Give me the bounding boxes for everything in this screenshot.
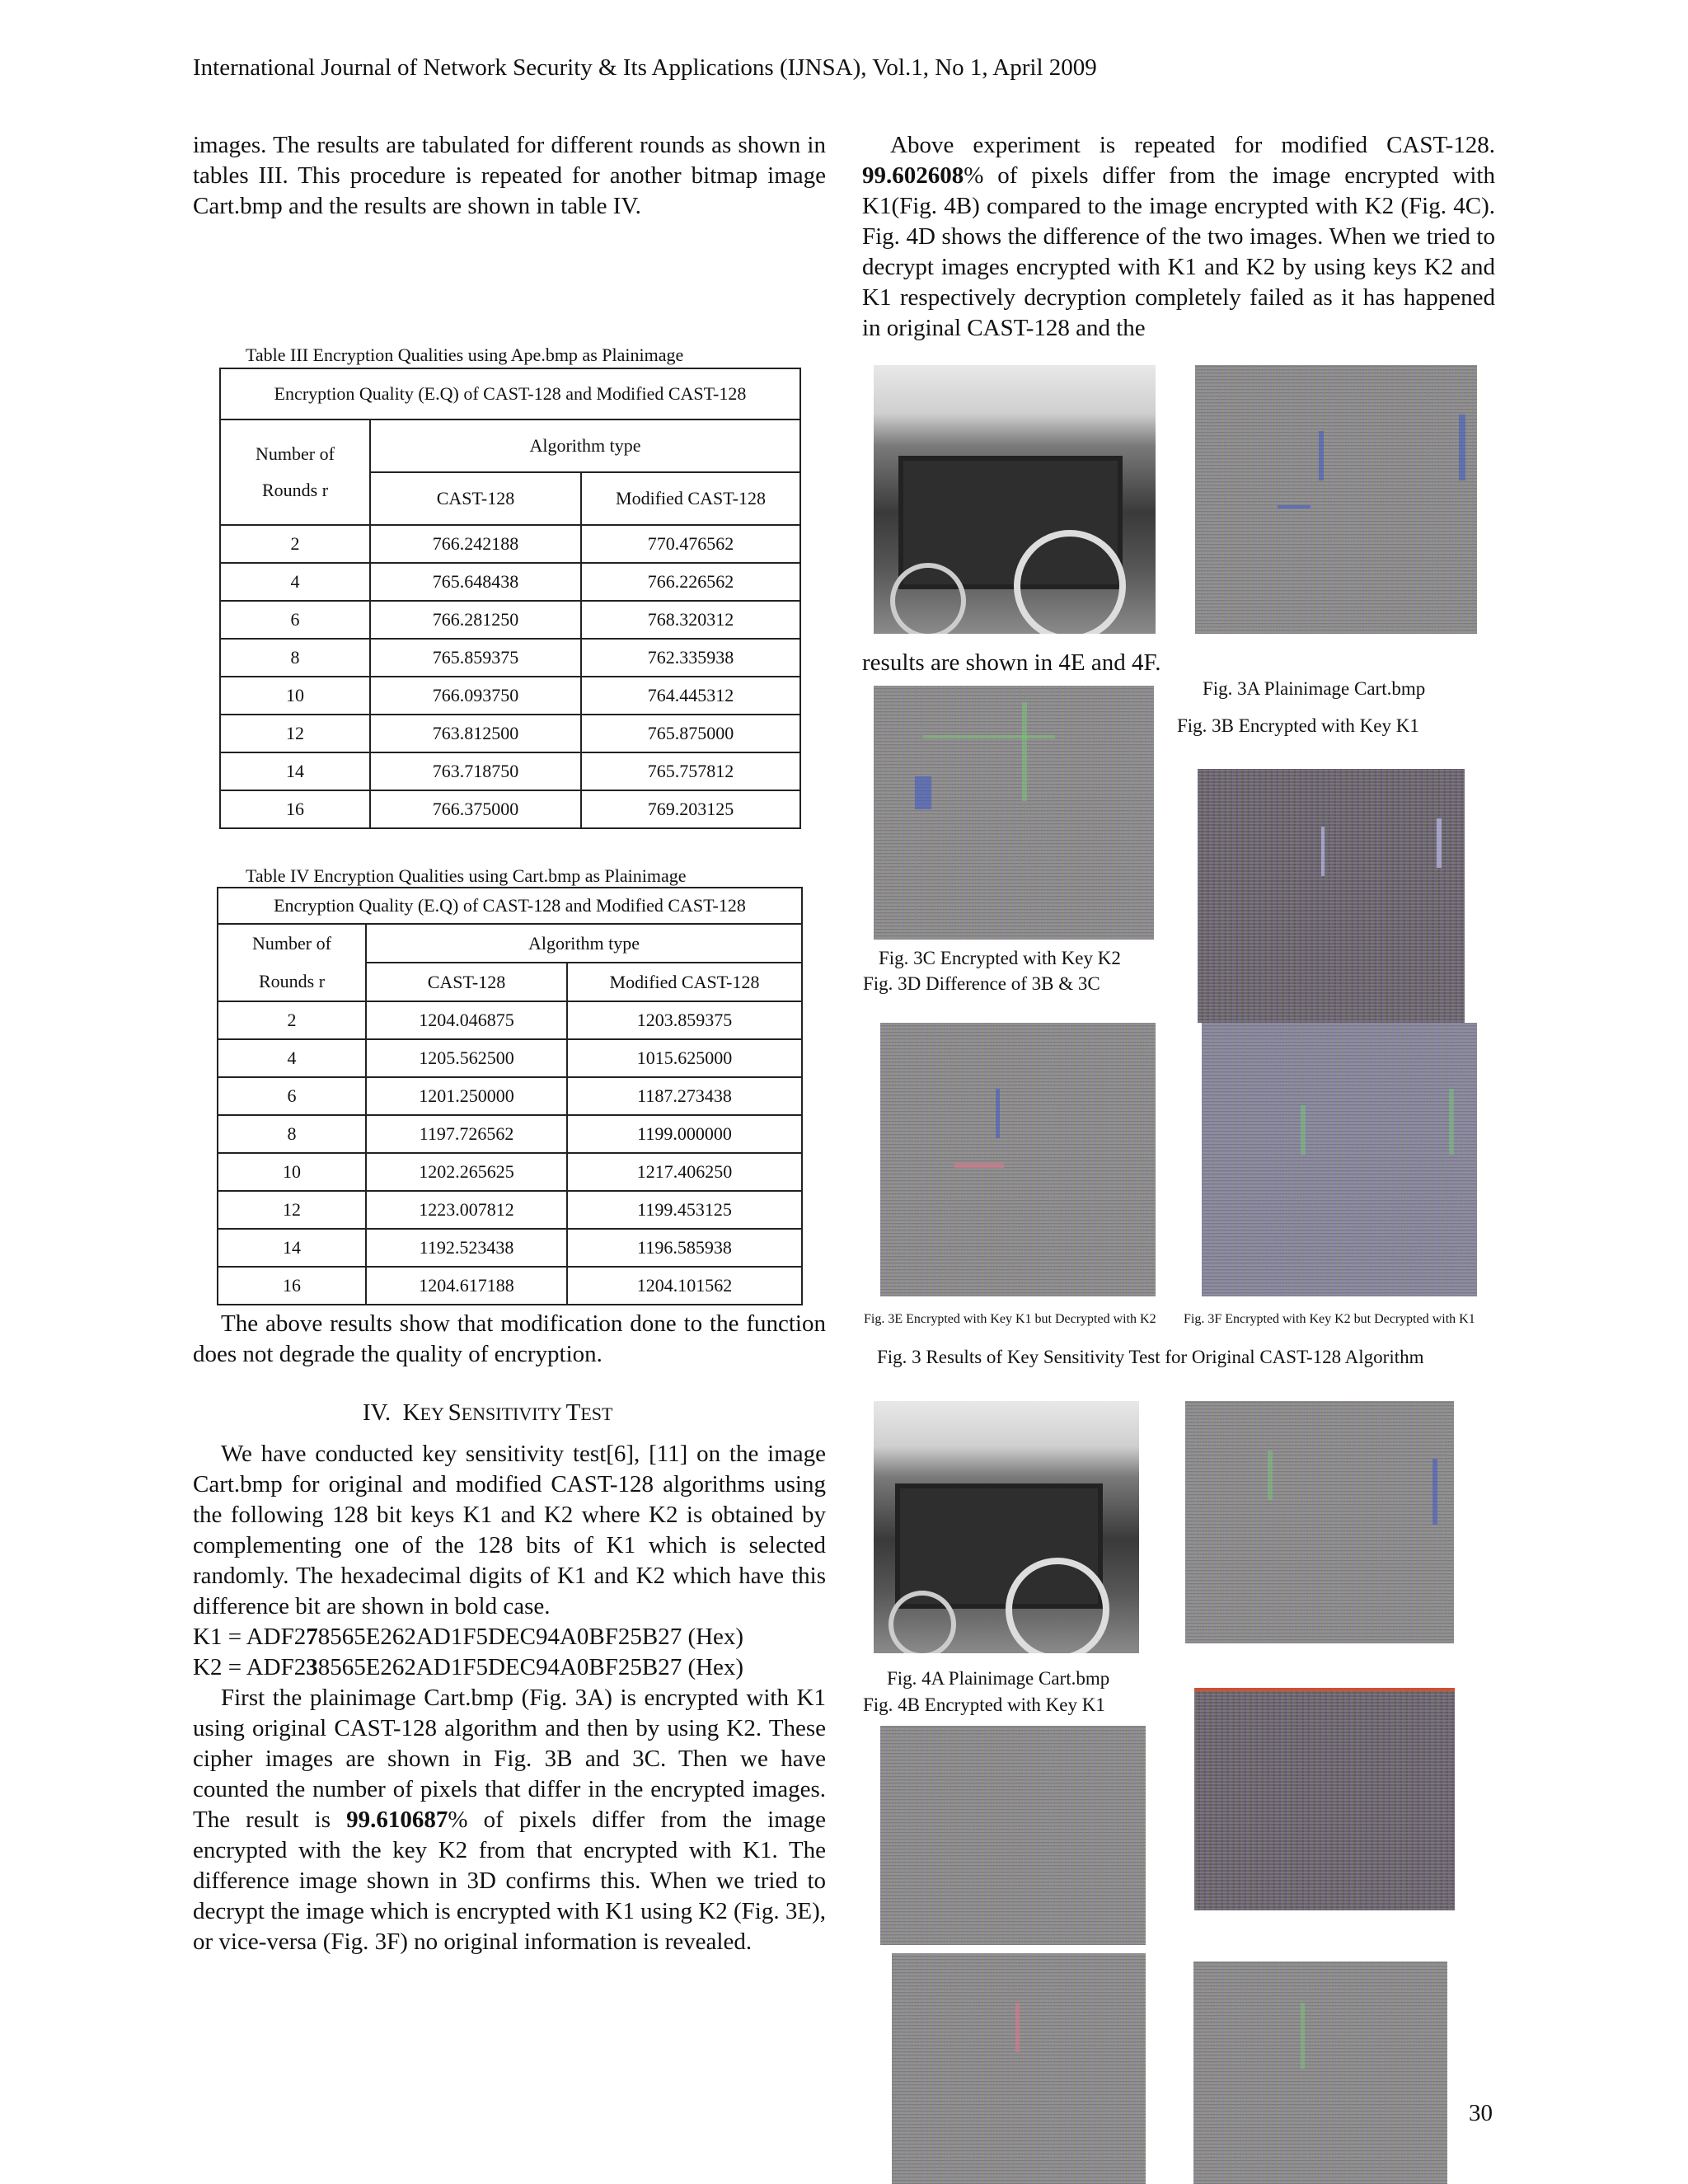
table-row bbox=[218, 1153, 802, 1191]
table-cell: 10 bbox=[220, 677, 370, 715]
table4-rounds-header-2: Rounds r bbox=[258, 971, 326, 991]
table-cell: 770.476562 bbox=[581, 525, 800, 563]
k2-prefix: K2 = ADF2 bbox=[193, 1654, 307, 1680]
fig3b-encrypted-k1 bbox=[1195, 365, 1477, 634]
table-cell: 1204.046875 bbox=[366, 1001, 567, 1039]
table3-rounds-header-1: Number of bbox=[256, 443, 335, 464]
table-cell: 765.875000 bbox=[581, 715, 800, 752]
left-intro-paragraph bbox=[193, 130, 826, 222]
conclusion-text: The above results show that modification done to the function does not degrade the quality of encryption. bbox=[193, 1310, 826, 1367]
fig3a-plainimage bbox=[874, 365, 1156, 634]
table-cell: 766.281250 bbox=[370, 601, 581, 639]
table-cell: 16 bbox=[220, 790, 370, 828]
table-cell: 1223.007812 bbox=[366, 1191, 567, 1229]
ks-para2-part: First the plainimage Cart.bmp (Fig. 3A) is encrypted with K1 using original CAST-128 algorithm and then by using K2. These cipher images are shown in Fig. 3B and 3C. Then we have counted the number of pixels that differ in the encrypted images. The result is bbox=[193, 1685, 826, 1833]
section-number: IV. bbox=[363, 1399, 392, 1426]
table-cell: 2 bbox=[218, 1001, 366, 1039]
fig3d-difference bbox=[1198, 769, 1465, 1023]
k1-prefix: K1 = ADF2 bbox=[193, 1624, 307, 1650]
table3-title: Encryption Quality (E.Q) of CAST-128 and Modified CAST-128 bbox=[220, 368, 800, 419]
right-para-bold: 99.602608 bbox=[862, 162, 964, 189]
k2-suffix: 8565E262AD1F5DEC94A0BF25B27 (Hex) bbox=[317, 1654, 744, 1680]
table-cell: 10 bbox=[218, 1153, 366, 1191]
table4-col2-header: Modified CAST-128 bbox=[567, 963, 802, 1001]
ks-paragraph-2 bbox=[193, 1683, 826, 1957]
table-cell: 768.320312 bbox=[581, 601, 800, 639]
table-cell: 14 bbox=[218, 1229, 366, 1267]
table-cell: 8 bbox=[218, 1115, 366, 1153]
table-cell: 764.445312 bbox=[581, 677, 800, 715]
table-row bbox=[220, 639, 800, 677]
section-title-part: S bbox=[448, 1399, 462, 1426]
table4-algo-header: Algorithm type bbox=[366, 924, 802, 963]
table-cell: 16 bbox=[218, 1267, 366, 1305]
key-k2 bbox=[193, 1652, 826, 1683]
table-row bbox=[218, 1229, 802, 1267]
table-row bbox=[220, 563, 800, 601]
table-cell: 1196.585938 bbox=[567, 1229, 802, 1267]
section-heading bbox=[363, 1399, 612, 1427]
table-row bbox=[220, 525, 800, 563]
table-cell: 765.859375 bbox=[370, 639, 581, 677]
table-cell: 763.812500 bbox=[370, 715, 581, 752]
table-cell: 14 bbox=[220, 752, 370, 790]
table3-rounds-header-2: Rounds r bbox=[261, 480, 329, 500]
table-row bbox=[218, 1077, 802, 1115]
table3-algo-header: Algorithm type bbox=[370, 419, 800, 472]
page-number: 30 bbox=[1469, 2100, 1493, 2126]
table-row bbox=[220, 677, 800, 715]
fig3b-caption: Fig. 3B Encrypted with Key K1 bbox=[1177, 715, 1419, 736]
table-cell: 8 bbox=[220, 639, 370, 677]
fig3-caption: Fig. 3 Results of Key Sensitivity Test for Original CAST-128 Algorithm bbox=[877, 1347, 1424, 1367]
fig4e-decrypted bbox=[892, 1953, 1146, 2184]
table-row bbox=[220, 752, 800, 790]
fig3d-caption: Fig. 3D Difference of 3B & 3C bbox=[863, 973, 1100, 994]
fig4c-encrypted-k2 bbox=[880, 1726, 1146, 1945]
k2-bold-digit: 3 bbox=[306, 1654, 318, 1680]
left-intro-text: images. The results are tabulated for different rounds as shown in tables III. This procedure is repeated for another bitmap image Cart.bmp and the results are shown in table IV. bbox=[193, 132, 826, 219]
fig4b-caption: Fig. 4B Encrypted with Key K1 bbox=[863, 1694, 1105, 1715]
table-row bbox=[218, 1191, 802, 1229]
right-para-part: % of pixels differ from the image encrypted with K1(Fig. 4B) compared to the image encrypted with K2 (Fig. 4C). Fig. 4D shows the difference of the two images. When we tried to decrypt images encrypted with K1 and K2 by using keys K2 and K1 respectively decryption completely failed as it has happened in original CAST-128 and the bbox=[862, 162, 1495, 341]
table-cell: 1015.625000 bbox=[567, 1039, 802, 1077]
table-cell: 1197.726562 bbox=[366, 1115, 567, 1153]
k1-bold-digit: 7 bbox=[306, 1624, 318, 1650]
table-row bbox=[220, 790, 800, 828]
ks-paragraph-1: We have conducted key sensitivity test[6], [11] on the image Cart.bmp for original and modified CAST-128 algorithms using the following 128 bit keys K1 and K2 where K2 is obtained by complementing one of the 128 bits of K1 which is selected randomly. The hexadecimal digits of K1 and K2 which have this difference bit are shown in bold case. bbox=[193, 1441, 826, 1619]
table-cell: 1192.523438 bbox=[366, 1229, 567, 1267]
table-row bbox=[218, 1267, 802, 1305]
section-title-part: K bbox=[402, 1399, 420, 1426]
table-cell: 1204.617188 bbox=[366, 1267, 567, 1305]
table-cell: 766.226562 bbox=[581, 563, 800, 601]
table-cell: 12 bbox=[220, 715, 370, 752]
table-cell: 6 bbox=[218, 1077, 366, 1115]
table-cell: 766.093750 bbox=[370, 677, 581, 715]
table-cell: 1187.273438 bbox=[567, 1077, 802, 1115]
table-cell: 769.203125 bbox=[581, 790, 800, 828]
table-cell: 765.757812 bbox=[581, 752, 800, 790]
section-title-part: ENSITIVITY bbox=[461, 1404, 566, 1424]
ks-para2-part: % of pixels differ from the image encrypted with the key K2 from that encrypted with K1. The difference image shown in 3D confirms this. When we tried to decrypt the image which is encrypted with K1 using K2 (Fig. 3E), or vice-versa (Fig. 3F) no original information is revealed. bbox=[193, 1807, 827, 1955]
fig4a-plainimage bbox=[874, 1401, 1139, 1653]
k1-suffix: 8565E262AD1F5DEC94A0BF25B27 (Hex) bbox=[317, 1624, 744, 1650]
fig3f-decrypted-with-k1 bbox=[1202, 1023, 1477, 1296]
fig4f-decrypted bbox=[1193, 1961, 1447, 2184]
table4-title: Encryption Quality (E.Q) of CAST-128 and Modified CAST-128 bbox=[218, 888, 802, 924]
fig3a-caption: Fig. 3A Plainimage Cart.bmp bbox=[1203, 678, 1426, 699]
table4-col1-header: CAST-128 bbox=[366, 963, 567, 1001]
left-after-tables bbox=[193, 1309, 826, 1370]
table-cell: 1203.859375 bbox=[567, 1001, 802, 1039]
table-cell: 1204.101562 bbox=[567, 1267, 802, 1305]
table-cell: 1201.250000 bbox=[366, 1077, 567, 1115]
fig3c-caption: Fig. 3C Encrypted with Key K2 bbox=[879, 948, 1121, 968]
fig4a-caption: Fig. 4A Plainimage Cart.bmp bbox=[887, 1668, 1110, 1689]
table-cell: 6 bbox=[220, 601, 370, 639]
fig3e-caption: Fig. 3E Encrypted with Key K1 but Decrypted with K2 bbox=[864, 1312, 1156, 1326]
table3-col1-header: CAST-128 bbox=[370, 472, 581, 525]
table-cell: 1199.000000 bbox=[567, 1115, 802, 1153]
table-row bbox=[220, 715, 800, 752]
table3-rounds-header bbox=[220, 419, 370, 525]
fig4b-encrypted-k1 bbox=[1185, 1401, 1454, 1643]
running-header: International Journal of Network Security & Its Applications (IJNSA), Vol.1, No 1, April 2009 bbox=[193, 54, 1097, 81]
section-title-part: EY bbox=[420, 1404, 448, 1424]
table-cell: 763.718750 bbox=[370, 752, 581, 790]
table-cell: 1202.265625 bbox=[366, 1153, 567, 1191]
section-title-part: EST bbox=[580, 1404, 613, 1424]
fig3f-caption: Fig. 3F Encrypted with Key K2 but Decrypted with K1 bbox=[1184, 1312, 1475, 1326]
right-para-part: Above experiment is repeated for modified CAST-128. bbox=[890, 132, 1495, 158]
table-row bbox=[218, 1001, 802, 1039]
table4-rounds-header bbox=[218, 924, 366, 1001]
key-k1 bbox=[193, 1622, 826, 1652]
right-para-text bbox=[862, 130, 1495, 344]
table-cell: 12 bbox=[218, 1191, 366, 1229]
fig3c-encrypted-k2 bbox=[874, 686, 1154, 940]
table-cell: 765.648438 bbox=[370, 563, 581, 601]
table-cell: 762.335938 bbox=[581, 639, 800, 677]
table3-caption: Table III Encryption Qualities using Ape.bmp as Plainimage bbox=[246, 344, 684, 365]
table-cell: 766.242188 bbox=[370, 525, 581, 563]
table-cell: 4 bbox=[220, 563, 370, 601]
right-para-end: results are shown in 4E and 4F. bbox=[862, 649, 1161, 676]
table-cell: 2 bbox=[220, 525, 370, 563]
table-cell: 1217.406250 bbox=[567, 1153, 802, 1191]
table3-col2-header: Modified CAST-128 bbox=[581, 472, 800, 525]
table-row bbox=[218, 1039, 802, 1077]
key-sensitivity-body bbox=[193, 1439, 826, 1957]
ks-para2-bold: 99.610687 bbox=[346, 1807, 448, 1833]
table-row bbox=[220, 601, 800, 639]
table-cell: 1199.453125 bbox=[567, 1191, 802, 1229]
table3 bbox=[219, 368, 801, 829]
table4 bbox=[217, 887, 803, 1305]
table-cell: 4 bbox=[218, 1039, 366, 1077]
section-title-part: T bbox=[565, 1399, 581, 1426]
table-cell: 1205.562500 bbox=[366, 1039, 567, 1077]
table4-rounds-header-1: Number of bbox=[252, 933, 331, 954]
table-row bbox=[218, 1115, 802, 1153]
fig4d-difference bbox=[1194, 1688, 1455, 1910]
right-paragraph bbox=[862, 130, 1495, 344]
fig3e-decrypted-with-k2 bbox=[880, 1023, 1156, 1296]
table-cell: 766.375000 bbox=[370, 790, 581, 828]
table4-caption: Table IV Encryption Qualities using Cart.bmp as Plainimage bbox=[246, 865, 687, 886]
